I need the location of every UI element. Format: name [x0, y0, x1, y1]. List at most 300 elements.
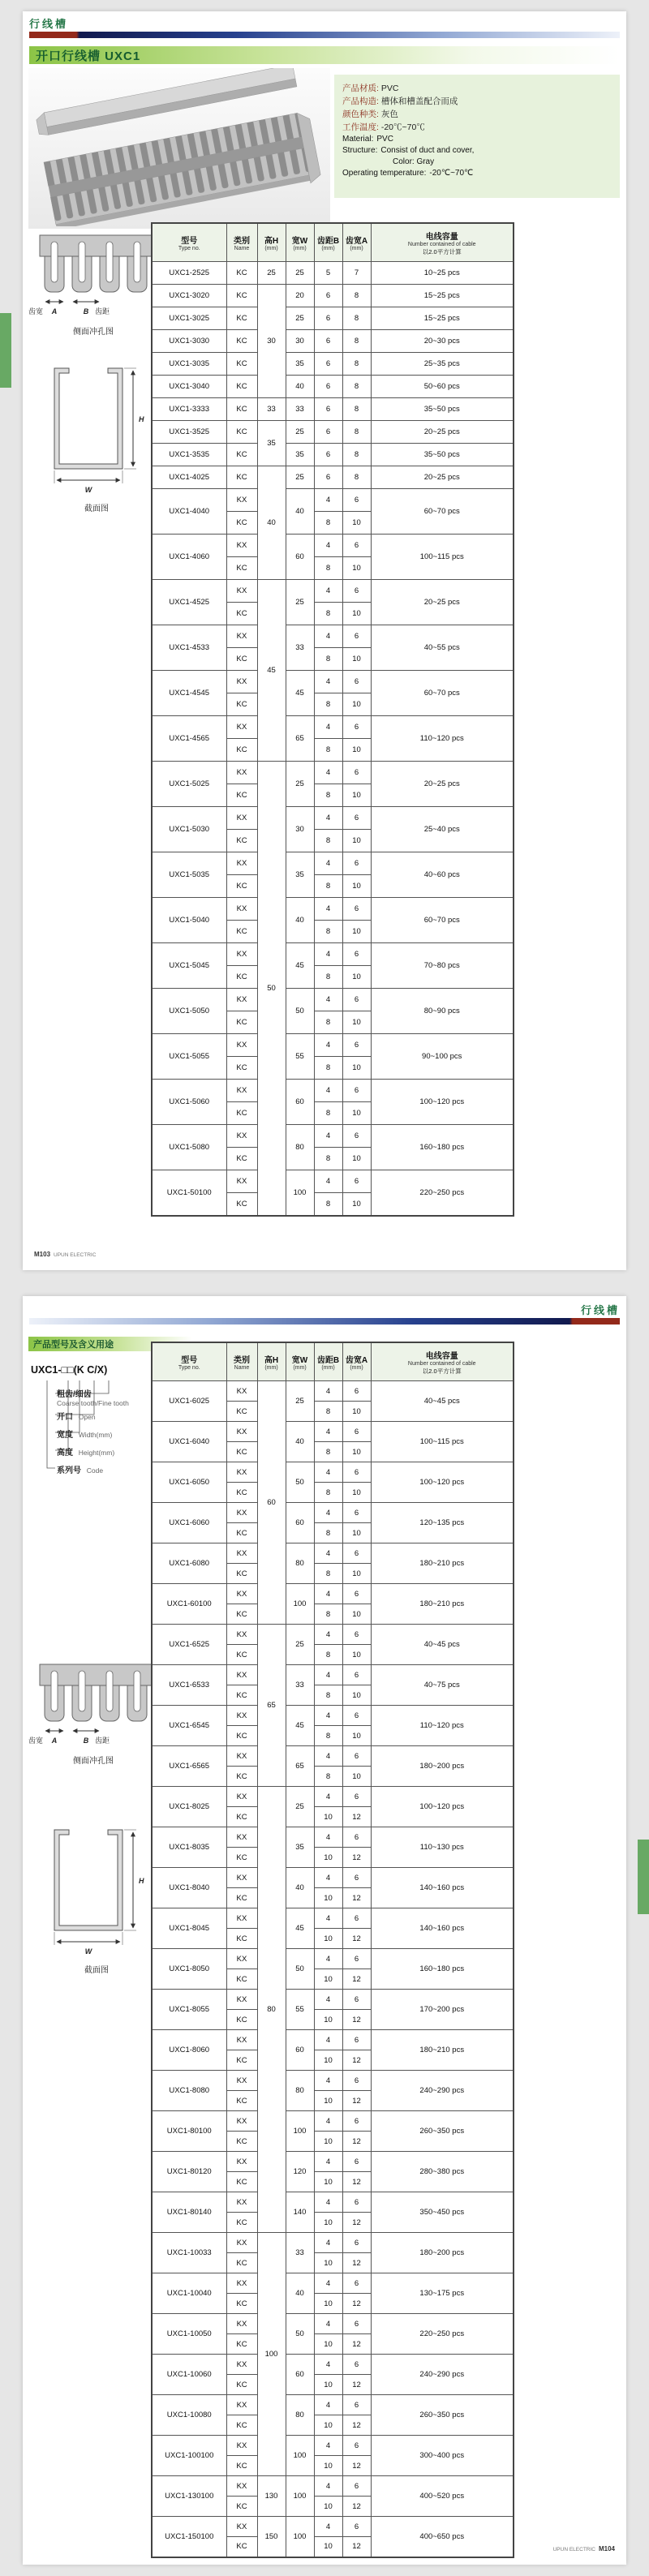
- cell-type-no: UXC1-8025: [152, 1787, 226, 1827]
- cell-height: 33: [257, 398, 286, 421]
- cell-tooth-a: 6: [342, 1080, 371, 1102]
- page-edge-tab: [0, 313, 11, 388]
- cell-pitch-b: 8: [314, 512, 342, 535]
- cell-tooth-a: 6: [342, 2192, 371, 2213]
- dim-b-label: B: [83, 1737, 89, 1745]
- cell-pitch-b: 8: [314, 1442, 342, 1462]
- cell-type-no: UXC1-6040: [152, 1422, 226, 1462]
- cell-capacity: 130~175 pcs: [371, 2273, 514, 2314]
- cell-type-no: UXC1-4565: [152, 716, 226, 762]
- cell-tooth-a: 10: [342, 1057, 371, 1080]
- cell-width: 33: [286, 398, 314, 421]
- column-header: 型号 Type no.: [152, 223, 226, 262]
- cell-name: KC: [226, 1442, 257, 1462]
- cell-tooth-a: 10: [342, 1604, 371, 1625]
- cell-capacity: 40~45 pcs: [371, 1625, 514, 1665]
- cell-pitch-b: 4: [314, 1706, 342, 1726]
- cell-tooth-a: 12: [342, 2050, 371, 2071]
- cell-name: KC: [226, 1011, 257, 1034]
- cell-capacity: 180~210 pcs: [371, 2030, 514, 2071]
- cell-name: KC: [226, 784, 257, 807]
- cell-width: 25: [286, 466, 314, 489]
- cell-pitch-b: 8: [314, 1767, 342, 1787]
- cell-pitch-b: 4: [314, 1543, 342, 1564]
- cell-width: 50: [286, 2314, 314, 2355]
- cell-pitch-b: 4: [314, 1170, 342, 1193]
- table-row: [152, 1080, 514, 1102]
- cell-pitch-b: 4: [314, 2111, 342, 2132]
- cell-pitch-b: 8: [314, 875, 342, 898]
- cell-name: KX: [226, 2517, 257, 2537]
- cell-pitch-b: 4: [314, 2355, 342, 2375]
- cell-type-no: UXC1-5040: [152, 898, 226, 943]
- cell-name: KX: [226, 1949, 257, 1969]
- cell-pitch-b: 4: [314, 1990, 342, 2010]
- cell-name: KC: [226, 285, 257, 307]
- cell-width: 80: [286, 2395, 314, 2436]
- table-row: [152, 2395, 514, 2415]
- cell-tooth-a: 12: [342, 1888, 371, 1908]
- cell-pitch-b: 10: [314, 2172, 342, 2192]
- info-line: [342, 82, 612, 95]
- product-title-bar: [29, 46, 620, 64]
- cell-pitch-b: 8: [314, 1402, 342, 1422]
- cell-tooth-a: 12: [342, 1929, 371, 1949]
- page-number: M103: [34, 1251, 51, 1258]
- cell-width: 60: [286, 2355, 314, 2395]
- cell-pitch-b: 4: [314, 1125, 342, 1148]
- cell-name: KX: [226, 1080, 257, 1102]
- cell-pitch-b: 6: [314, 285, 342, 307]
- info-value: -20℃~70℃: [380, 122, 425, 132]
- cell-name: KX: [226, 1462, 257, 1483]
- cell-width: 60: [286, 1503, 314, 1543]
- cell-tooth-a: 12: [342, 2172, 371, 2192]
- table-row: [152, 330, 514, 353]
- cell-type-no: UXC1-2525: [152, 262, 226, 285]
- cell-width: 45: [286, 1908, 314, 1949]
- cell-tooth-a: 6: [342, 2152, 371, 2172]
- cell-width: 25: [286, 762, 314, 807]
- cell-tooth-a: 12: [342, 2497, 371, 2517]
- cell-capacity: 100~115 pcs: [371, 535, 514, 580]
- cell-tooth-a: 6: [342, 989, 371, 1011]
- cell-pitch-b: 10: [314, 2010, 342, 2030]
- cell-width: 55: [286, 1990, 314, 2030]
- cell-width: 25: [286, 1787, 314, 1827]
- cell-tooth-a: 10: [342, 1685, 371, 1706]
- cell-pitch-b: 4: [314, 989, 342, 1011]
- cell-name: KX: [226, 989, 257, 1011]
- cell-name: KX: [226, 2395, 257, 2415]
- info-line-en: [342, 157, 612, 168]
- cell-type-no: UXC1-80120: [152, 2152, 226, 2192]
- cell-height: 65: [257, 1625, 286, 1787]
- cell-pitch-b: 10: [314, 2294, 342, 2314]
- cell-pitch-b: 8: [314, 1148, 342, 1170]
- cell-capacity: 20~30 pcs: [371, 330, 514, 353]
- cell-pitch-b: 10: [314, 1807, 342, 1827]
- spec-table-1: [151, 222, 514, 1217]
- figure-caption: 侧面冲孔图: [73, 328, 114, 337]
- cell-width: 100: [286, 1170, 314, 1216]
- dim-w-label: W: [84, 1947, 92, 1956]
- column-header: 电线容量 Number contained of cable 以2.0平方计算: [371, 1342, 514, 1381]
- label-en: Code: [86, 1466, 104, 1475]
- cell-name: KC: [226, 262, 257, 285]
- cell-tooth-a: 8: [342, 466, 371, 489]
- cell-pitch-b: 4: [314, 898, 342, 921]
- table-row: [152, 2111, 514, 2132]
- cell-tooth-a: 10: [342, 603, 371, 625]
- cell-tooth-a: 12: [342, 1807, 371, 1827]
- table-row: [152, 1868, 514, 1888]
- cell-capacity: 10~25 pcs: [371, 262, 514, 285]
- cell-tooth-a: 8: [342, 307, 371, 330]
- cell-capacity: 40~75 pcs: [371, 1665, 514, 1706]
- cell-tooth-a: 6: [342, 1990, 371, 2010]
- table-row: [152, 2030, 514, 2050]
- cell-pitch-b: 4: [314, 2152, 342, 2172]
- cell-pitch-b: 4: [314, 762, 342, 784]
- catalog-page-m104: [23, 1296, 626, 2565]
- cell-type-no: UXC1-6060: [152, 1503, 226, 1543]
- tooth-width-label: 齿宽: [28, 307, 44, 316]
- cell-tooth-a: 8: [342, 353, 371, 376]
- cell-type-no: UXC1-3020: [152, 285, 226, 307]
- cell-pitch-b: 4: [314, 1665, 342, 1685]
- cell-capacity: 140~160 pcs: [371, 1868, 514, 1908]
- cell-tooth-a: 6: [342, 2355, 371, 2375]
- cell-pitch-b: 10: [314, 2213, 342, 2233]
- tooth-profile-figure: [26, 1661, 161, 1766]
- cell-width: 30: [286, 330, 314, 353]
- cell-capacity: 40~55 pcs: [371, 625, 514, 671]
- cell-name: KX: [226, 2071, 257, 2091]
- cell-name: KC: [226, 2050, 257, 2071]
- cell-name: KC: [226, 1726, 257, 1746]
- cell-capacity: 220~250 pcs: [371, 1170, 514, 1216]
- wiring-duct-render: [28, 68, 329, 226]
- cell-tooth-a: 6: [342, 1462, 371, 1483]
- cell-capacity: 300~400 pcs: [371, 2436, 514, 2476]
- cell-width: 80: [286, 2071, 314, 2111]
- cell-tooth-a: 6: [342, 2476, 371, 2497]
- column-header: 齿宽A (mm): [342, 223, 371, 262]
- table-row: [152, 671, 514, 693]
- cell-tooth-a: 6: [342, 2233, 371, 2253]
- cell-name: KX: [226, 2111, 257, 2132]
- model-code-label: [57, 1428, 112, 1440]
- cell-height: 100: [257, 2233, 286, 2476]
- cell-type-no: UXC1-8060: [152, 2030, 226, 2071]
- cell-tooth-a: 6: [342, 1665, 371, 1685]
- cell-width: 25: [286, 1625, 314, 1665]
- cell-pitch-b: 4: [314, 1908, 342, 1929]
- info-label: 工作温度:: [342, 122, 379, 132]
- info-value: -20℃~70℃: [429, 169, 474, 178]
- table-row: [152, 2273, 514, 2294]
- cell-name: KC: [226, 2172, 257, 2192]
- cell-tooth-a: 10: [342, 875, 371, 898]
- page-edge-tab: [638, 1840, 649, 1914]
- cell-type-no: UXC1-10040: [152, 2273, 226, 2314]
- cell-type-no: UXC1-4545: [152, 671, 226, 716]
- table-row: [152, 1746, 514, 1767]
- cell-width: 35: [286, 852, 314, 898]
- cell-type-no: UXC1-8055: [152, 1990, 226, 2030]
- table-row: [152, 1827, 514, 1848]
- cell-tooth-a: 8: [342, 421, 371, 444]
- cell-tooth-a: 6: [342, 1746, 371, 1767]
- cell-name: KX: [226, 807, 257, 830]
- tooth-pitch-label: 齿距: [95, 307, 110, 316]
- cell-height: 45: [257, 580, 286, 762]
- cell-name: KC: [226, 330, 257, 353]
- cell-pitch-b: 6: [314, 307, 342, 330]
- cell-type-no: UXC1-3333: [152, 398, 226, 421]
- cell-tooth-a: 6: [342, 2314, 371, 2334]
- cell-type-no: UXC1-6533: [152, 1665, 226, 1706]
- cell-name: KC: [226, 466, 257, 489]
- cell-pitch-b: 8: [314, 648, 342, 671]
- info-label: 产品材质:: [342, 84, 379, 93]
- cell-tooth-a: 12: [342, 2537, 371, 2557]
- cell-capacity: 25~40 pcs: [371, 807, 514, 852]
- cell-tooth-a: 12: [342, 2375, 371, 2395]
- cell-pitch-b: 4: [314, 2273, 342, 2294]
- cell-name: KC: [226, 2415, 257, 2436]
- cell-height: 130: [257, 2476, 286, 2517]
- cell-pitch-b: 4: [314, 716, 342, 739]
- cell-pitch-b: 6: [314, 353, 342, 376]
- cell-width: 25: [286, 262, 314, 285]
- table-row: [152, 1908, 514, 1929]
- cell-name: KX: [226, 2273, 257, 2294]
- figure-caption: 截面图: [84, 504, 109, 513]
- cell-tooth-a: 8: [342, 285, 371, 307]
- cell-type-no: UXC1-6025: [152, 1381, 226, 1422]
- table-row: [152, 898, 514, 921]
- table-row: [152, 353, 514, 376]
- page-footer: [31, 1251, 96, 1258]
- cell-pitch-b: 4: [314, 1949, 342, 1969]
- cell-name: KX: [226, 898, 257, 921]
- cell-width: 50: [286, 989, 314, 1034]
- dim-a-label: A: [51, 307, 58, 316]
- cell-capacity: 35~50 pcs: [371, 398, 514, 421]
- cell-capacity: 90~100 pcs: [371, 1034, 514, 1080]
- table-row: [152, 2517, 514, 2537]
- column-header: 宽W (mm): [286, 1342, 314, 1381]
- cell-tooth-a: 12: [342, 2294, 371, 2314]
- cell-tooth-a: 6: [342, 1381, 371, 1402]
- cell-tooth-a: 6: [342, 2395, 371, 2415]
- model-code-formula: UXC1-□□(K C/X): [31, 1364, 108, 1376]
- table-row: [152, 466, 514, 489]
- cell-width: 40: [286, 2273, 314, 2314]
- cell-height: 25: [257, 262, 286, 285]
- cell-name: KC: [226, 398, 257, 421]
- cell-pitch-b: 5: [314, 262, 342, 285]
- cell-pitch-b: 8: [314, 557, 342, 580]
- cell-tooth-a: 10: [342, 648, 371, 671]
- table-row: [152, 1034, 514, 1057]
- cell-pitch-b: 8: [314, 1685, 342, 1706]
- cell-capacity: 280~380 pcs: [371, 2152, 514, 2192]
- cell-name: KX: [226, 1665, 257, 1685]
- cell-tooth-a: 6: [342, 1787, 371, 1807]
- cell-tooth-a: 6: [342, 2273, 371, 2294]
- cell-tooth-a: 10: [342, 512, 371, 535]
- cell-tooth-a: 10: [342, 1523, 371, 1543]
- cell-name: KC: [226, 557, 257, 580]
- table-row: [152, 716, 514, 739]
- table-row: [152, 989, 514, 1011]
- cell-name: KC: [226, 376, 257, 398]
- cell-pitch-b: 8: [314, 1564, 342, 1584]
- cell-tooth-a: 6: [342, 2071, 371, 2091]
- cell-tooth-a: 6: [342, 625, 371, 648]
- cell-pitch-b: 8: [314, 921, 342, 943]
- cell-name: KC: [226, 1102, 257, 1125]
- cell-pitch-b: 8: [314, 1523, 342, 1543]
- cell-type-no: UXC1-10050: [152, 2314, 226, 2355]
- cell-type-no: UXC1-100100: [152, 2436, 226, 2476]
- info-label: Material:: [342, 135, 374, 144]
- cell-pitch-b: 8: [314, 1193, 342, 1216]
- cell-type-no: UXC1-60100: [152, 1584, 226, 1625]
- cell-pitch-b: 4: [314, 2517, 342, 2537]
- cell-width: 65: [286, 716, 314, 762]
- product-info-panel: [334, 75, 620, 198]
- table-row: [152, 1706, 514, 1726]
- cell-name: KX: [226, 1170, 257, 1193]
- info-line: [342, 95, 612, 108]
- cell-tooth-a: 10: [342, 693, 371, 716]
- spec-table-wrap-1: [151, 222, 514, 1217]
- cell-tooth-a: 6: [342, 580, 371, 603]
- page-section-title: 行线槽: [29, 18, 69, 30]
- cell-name: KC: [226, 1604, 257, 1625]
- dim-a-label: A: [51, 1737, 58, 1745]
- cell-type-no: UXC1-5025: [152, 762, 226, 807]
- label-zh: 系列号: [57, 1466, 81, 1475]
- cell-pitch-b: 8: [314, 1604, 342, 1625]
- info-label: Structure:: [342, 146, 378, 155]
- column-header: 宽W (mm): [286, 223, 314, 262]
- cell-name: KX: [226, 762, 257, 784]
- cell-pitch-b: 4: [314, 1625, 342, 1645]
- cell-capacity: 60~70 pcs: [371, 898, 514, 943]
- cell-capacity: 180~210 pcs: [371, 1543, 514, 1584]
- cell-pitch-b: 4: [314, 1381, 342, 1402]
- info-line: [342, 121, 612, 134]
- cell-tooth-a: 10: [342, 1564, 371, 1584]
- table-row: [152, 1170, 514, 1193]
- cell-pitch-b: 10: [314, 2050, 342, 2071]
- cell-name: KX: [226, 1625, 257, 1645]
- cell-tooth-a: 12: [342, 2213, 371, 2233]
- cell-tooth-a: 10: [342, 966, 371, 989]
- cell-name: KX: [226, 535, 257, 557]
- cell-pitch-b: 4: [314, 2314, 342, 2334]
- column-header: 类别 Name: [226, 223, 257, 262]
- cell-tooth-a: 6: [342, 671, 371, 693]
- cell-width: 80: [286, 1125, 314, 1170]
- cell-name: KC: [226, 739, 257, 762]
- cell-name: KC: [226, 1807, 257, 1827]
- table-row: [152, 943, 514, 966]
- page-number: M104: [598, 2545, 615, 2552]
- cell-capacity: 180~210 pcs: [371, 1584, 514, 1625]
- cell-pitch-b: 10: [314, 2375, 342, 2395]
- cell-width: 40: [286, 376, 314, 398]
- cell-pitch-b: 8: [314, 1645, 342, 1665]
- cell-tooth-a: 6: [342, 2030, 371, 2050]
- header-gradient-bar: [29, 32, 620, 38]
- cell-pitch-b: 4: [314, 2233, 342, 2253]
- cell-type-no: UXC1-130100: [152, 2476, 226, 2517]
- spec-table-wrap-2: [151, 1342, 514, 2558]
- cell-width: 80: [286, 1543, 314, 1584]
- cell-capacity: 20~25 pcs: [371, 580, 514, 625]
- info-label: 产品构造:: [342, 97, 379, 106]
- cell-type-no: UXC1-3040: [152, 376, 226, 398]
- cell-pitch-b: 4: [314, 943, 342, 966]
- brand-name: UPUN ELECTRIC: [54, 1252, 97, 1258]
- cell-type-no: UXC1-10080: [152, 2395, 226, 2436]
- tooth-profile-figure: [26, 232, 161, 337]
- cell-height: 80: [257, 1787, 286, 2233]
- cell-tooth-a: 12: [342, 2010, 371, 2030]
- cell-width: 45: [286, 671, 314, 716]
- cell-type-no: UXC1-8080: [152, 2071, 226, 2111]
- info-value: PVC: [380, 84, 399, 93]
- table-row: [152, 2192, 514, 2213]
- cell-type-no: UXC1-4525: [152, 580, 226, 625]
- cell-type-no: UXC1-5060: [152, 1080, 226, 1125]
- figure-caption: 截面图: [84, 1966, 109, 1975]
- info-value: PVC: [376, 135, 393, 144]
- figure-caption: 侧面冲孔图: [73, 1757, 114, 1766]
- table-row: [152, 307, 514, 330]
- cell-name: KC: [226, 693, 257, 716]
- cell-capacity: 20~25 pcs: [371, 421, 514, 444]
- info-label: 颜色种类:: [342, 109, 379, 119]
- cell-type-no: UXC1-6080: [152, 1543, 226, 1584]
- cell-height: 35: [257, 421, 286, 466]
- table-row: [152, 1665, 514, 1685]
- cell-capacity: 170~200 pcs: [371, 1990, 514, 2030]
- cell-pitch-b: 10: [314, 2537, 342, 2557]
- cell-capacity: 140~160 pcs: [371, 1908, 514, 1949]
- cell-pitch-b: 10: [314, 1888, 342, 1908]
- cell-tooth-a: 6: [342, 2436, 371, 2456]
- cell-pitch-b: 8: [314, 1726, 342, 1746]
- cell-capacity: 60~70 pcs: [371, 489, 514, 535]
- cell-width: 100: [286, 2436, 314, 2476]
- cell-capacity: 40~45 pcs: [371, 1381, 514, 1422]
- cell-width: 25: [286, 307, 314, 330]
- cell-width: 50: [286, 1462, 314, 1503]
- table-row: [152, 535, 514, 557]
- cell-tooth-a: 12: [342, 2253, 371, 2273]
- cell-tooth-a: 12: [342, 2456, 371, 2476]
- cell-pitch-b: 4: [314, 535, 342, 557]
- cell-pitch-b: 4: [314, 1080, 342, 1102]
- cell-name: KC: [226, 1645, 257, 1665]
